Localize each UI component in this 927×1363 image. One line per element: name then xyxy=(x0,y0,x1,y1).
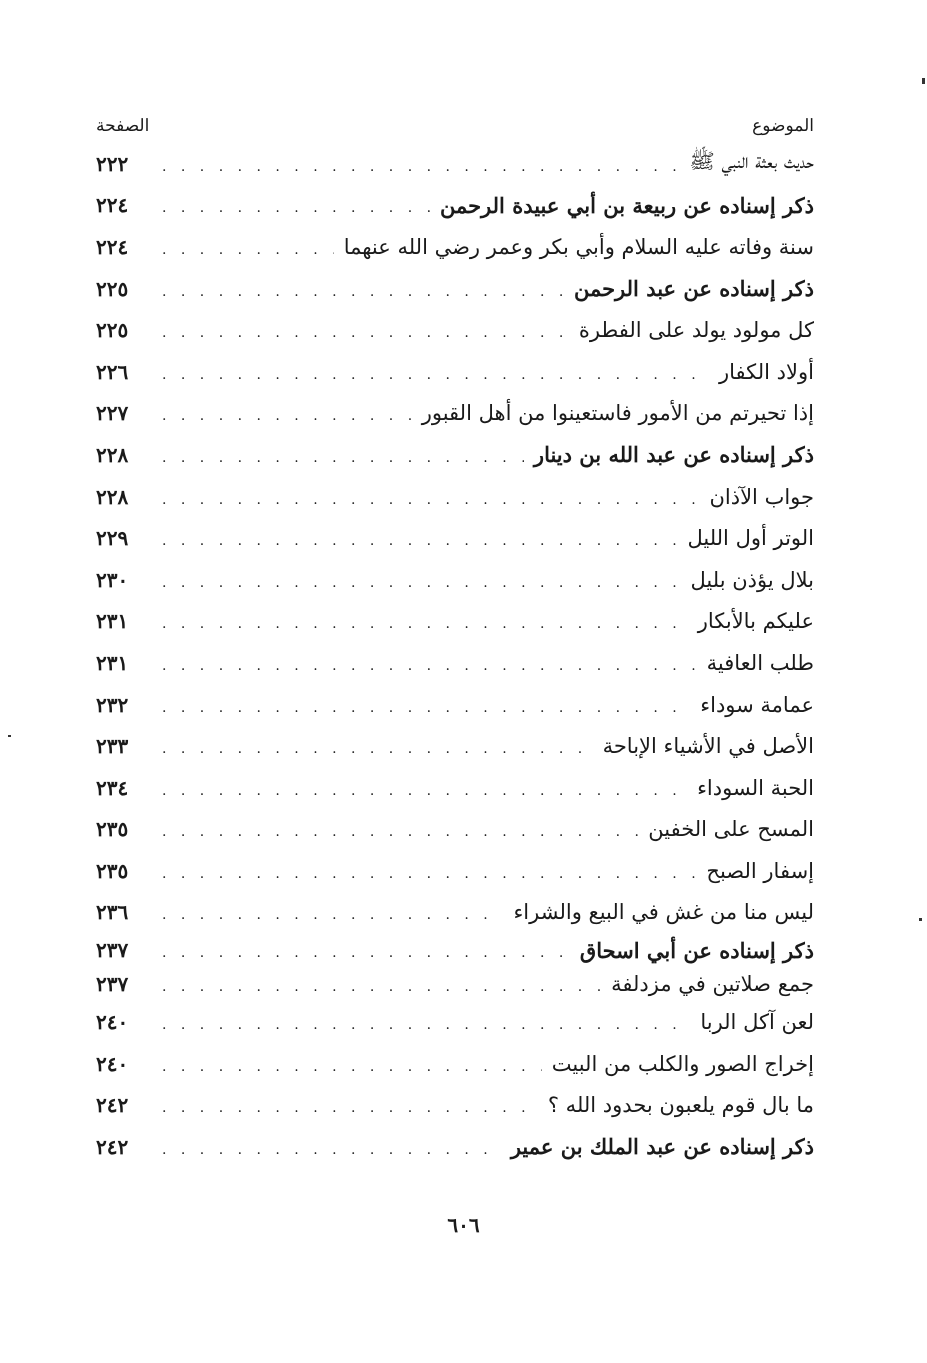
toc-entry-title: إسفار الصبح xyxy=(706,858,814,883)
toc-entry-page: ٢٢٨ xyxy=(96,484,129,509)
topic-column-label: الموضوع xyxy=(752,116,814,136)
toc-entry-title: كل مولود يولد على الفطرة xyxy=(578,318,814,343)
toc-entry xyxy=(96,767,814,809)
toc-entry-page: ٢٤٠ xyxy=(96,1010,129,1035)
toc-entry-title: عمامة سوداء xyxy=(700,692,814,717)
toc-entry-page: ٢٣٥ xyxy=(96,858,129,883)
toc-entry-title: ذكر إسناده عن عبد الملك بن عمير xyxy=(510,1134,814,1160)
toc-entry-title: ليس منا من غش في البيع والشراء xyxy=(513,900,814,925)
toc-entry xyxy=(96,143,814,185)
toc-entry-page: ٢٢٨ xyxy=(96,442,129,467)
toc-entry-title: إخراج الصور والكلب من البيت xyxy=(551,1051,814,1076)
toc-entry xyxy=(96,933,814,967)
toc-entry-title: الحبة السوداء xyxy=(697,775,814,800)
toc-entry-title: سنة وفاته عليه السلام وأبي بكر وعمر رضي الله عنهما xyxy=(343,234,814,259)
toc-entry xyxy=(96,517,814,559)
toc-entry-page: ٢٢٧ xyxy=(96,401,129,426)
dot-leader xyxy=(162,569,681,591)
toc-entry xyxy=(96,268,814,310)
toc-entry xyxy=(96,967,814,1001)
toc-entry xyxy=(96,393,814,435)
dot-leader xyxy=(162,444,524,466)
toc-entry-page: ٢٤٠ xyxy=(96,1051,129,1076)
dot-leader xyxy=(162,735,593,757)
toc-entry xyxy=(96,642,814,684)
toc-entry xyxy=(96,850,814,892)
dot-leader xyxy=(162,278,564,300)
dot-leader xyxy=(162,1053,542,1075)
toc-entry-page: ٢٣٧ xyxy=(96,972,129,997)
toc-entry-title: الوتر أول الليل xyxy=(687,526,814,551)
dot-leader xyxy=(162,860,696,882)
toc-entry-page: ٢٢٥ xyxy=(96,276,129,301)
toc-entry xyxy=(96,476,814,518)
toc-entry xyxy=(96,601,814,643)
dot-leader xyxy=(162,1094,538,1116)
toc-entry-title: ما بال قوم يلعبون بحدود الله ؟ xyxy=(547,1093,814,1118)
toc-entry-title: عليكم بالأبكار xyxy=(697,609,814,634)
toc-entry-page: ٢٣٧ xyxy=(96,938,129,963)
toc-entry-page: ٢٤٢ xyxy=(96,1093,129,1118)
toc-entry-title: ذكر إسناده عن عبد الله بن دينار xyxy=(533,442,814,468)
toc-entry xyxy=(96,725,814,767)
toc-entry-title: المسح على الخفين xyxy=(648,817,814,842)
toc-entry xyxy=(96,1126,814,1168)
dot-leader xyxy=(162,486,699,508)
dot-leader xyxy=(162,236,334,258)
toc-entry xyxy=(96,226,814,268)
toc-entry-title: طلب العافية xyxy=(706,650,814,675)
toc-entry xyxy=(96,185,814,227)
dot-leader xyxy=(162,610,688,632)
toc-entry-page: ٢٣٠ xyxy=(96,567,129,592)
toc-entry-title: حديث بعثة النبي ﷺ xyxy=(689,149,814,174)
toc-entry-page: ٢٣١ xyxy=(96,650,129,675)
dot-leader xyxy=(162,402,412,424)
dot-leader xyxy=(162,194,430,216)
dot-leader xyxy=(162,1136,501,1158)
toc-entry-title: الأصل في الأشياء الإباحة xyxy=(602,734,814,759)
toc-header xyxy=(96,112,814,140)
toc-entry xyxy=(96,434,814,476)
toc-entry-page: ٢٢٩ xyxy=(96,526,129,551)
toc-entry xyxy=(96,559,814,601)
toc-entry-title: جمع صلاتين في مزدلفة xyxy=(611,972,814,997)
toc-entry-page: ٢٣١ xyxy=(96,609,129,634)
toc-entry xyxy=(96,892,814,934)
toc-entry-title: ذكر إسناده عن ربيعة بن أبي عبيدة الرحمن xyxy=(439,192,814,218)
toc-entry xyxy=(96,1001,814,1043)
toc-entry-page: ٢٣٣ xyxy=(96,734,129,759)
toc-entry-page: ٢٣٥ xyxy=(96,817,129,842)
dot-leader xyxy=(162,153,679,175)
dot-leader xyxy=(162,361,709,383)
toc-entry xyxy=(96,351,814,393)
dot-leader xyxy=(162,1011,690,1033)
toc-entry-page: ٢٢٤ xyxy=(96,234,129,259)
scan-speck xyxy=(8,735,11,737)
toc-entry-page: ٢٤٢ xyxy=(96,1134,129,1159)
dot-leader xyxy=(162,901,503,923)
toc-entry-title: إذا تحيرتم من الأمور فاستعينوا من أهل القبور xyxy=(421,401,814,426)
toc-entry xyxy=(96,1043,814,1085)
dot-leader xyxy=(162,319,569,341)
toc-entry-page: ٢٣٦ xyxy=(96,900,129,925)
toc-entry-title: جواب الآذان xyxy=(709,484,814,509)
toc-entry-page: ٢٢٢ xyxy=(96,151,129,176)
page-column-label: الصفحة xyxy=(96,116,150,136)
toc-entry xyxy=(96,309,814,351)
dot-leader xyxy=(162,973,601,995)
scan-speck xyxy=(919,918,922,921)
dot-leader xyxy=(162,777,687,799)
toc-entry-page: ٢٢٤ xyxy=(96,193,129,218)
dot-leader xyxy=(162,527,677,549)
dot-leader xyxy=(162,652,697,674)
toc-entry-title: أولاد الكفار xyxy=(719,359,814,384)
toc-entry xyxy=(96,684,814,726)
table-of-contents xyxy=(96,143,814,1168)
toc-entry-page: ٢٣٢ xyxy=(96,692,129,717)
dot-leader xyxy=(162,818,638,840)
toc-entry-title: بلال يؤذن بليل xyxy=(690,567,814,592)
toc-entry-page: ٢٣٤ xyxy=(96,775,129,800)
scan-speck xyxy=(922,78,925,84)
dot-leader xyxy=(162,694,690,716)
toc-entry-page: ٢٢٦ xyxy=(96,359,129,384)
toc-entry-title: ذكر إسناده عن أبي اسحاق xyxy=(579,937,814,963)
dot-leader xyxy=(162,939,570,961)
toc-entry xyxy=(96,1084,814,1126)
toc-entry-page: ٢٢٥ xyxy=(96,318,129,343)
toc-entry-title: ذكر إسناده عن عبد الرحمن xyxy=(573,276,814,302)
toc-entry-title: لعن آكل الربا xyxy=(700,1010,814,1035)
toc-entry xyxy=(96,809,814,851)
page-number: ٦٠٦ xyxy=(447,1213,480,1237)
